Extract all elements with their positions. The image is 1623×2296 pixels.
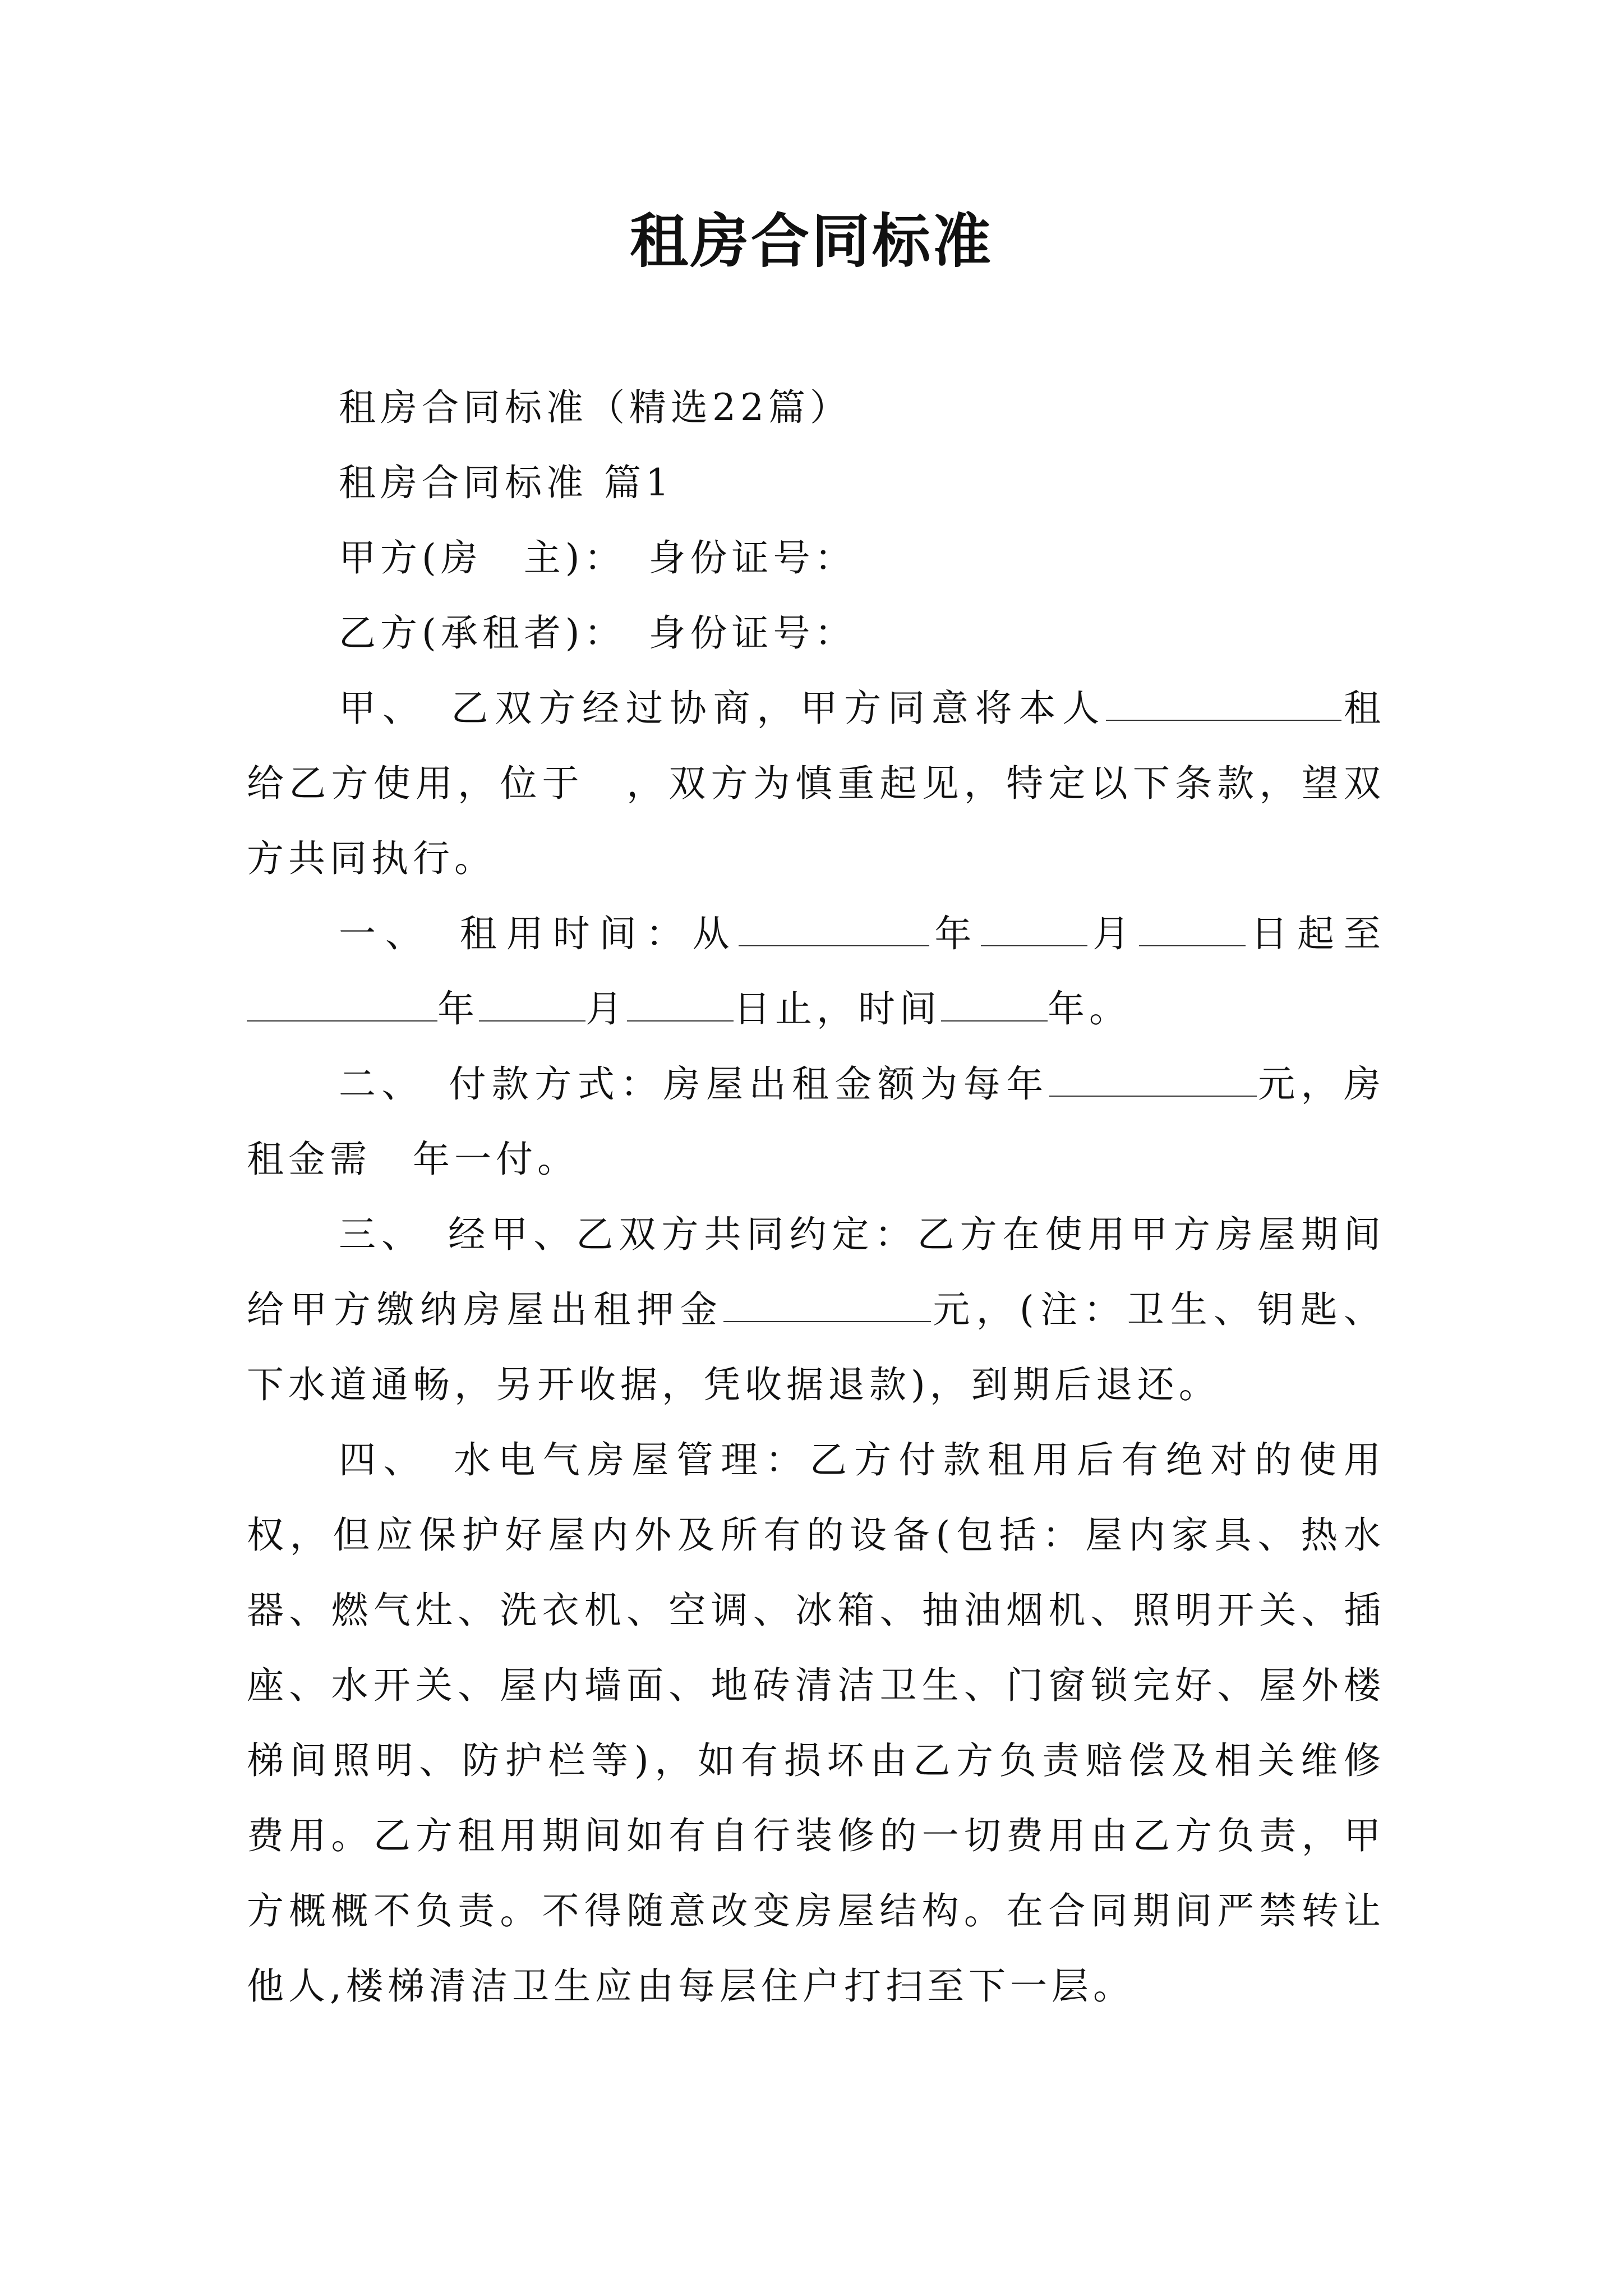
clause-1-years: 年。 [1048,987,1131,1030]
blank-line [1106,687,1341,721]
document-title: 租房合同标准 [629,206,993,275]
intro-text-2: 租给乙方使用，位于 ，双方为慎重起见，特定以下条款，望双方共同执行。 [247,687,1386,880]
clause-2-paragraph [247,1047,1385,1197]
clause-2-text-1: 二、 付款方式：房屋出租金额为每年 [339,1062,1049,1106]
blank-line [981,913,1087,946]
clause-2-text-2: 元，房租金需 年一付。 [247,1062,1386,1181]
intro-text-1: 甲、 乙双方经过协商，甲方同意将本人 [339,687,1106,730]
clause-1-year1: 年 [929,912,981,955]
blank-line [723,1289,931,1322]
clause-1-year2: 年 [437,987,479,1030]
party-b-line: 乙方(承租者)： 身份证号： [339,611,856,655]
intro-paragraph [247,671,1385,896]
blank-line [479,988,585,1022]
blank-line [739,913,929,946]
clause-1-month2: 月 [585,987,627,1030]
blank-line [1139,913,1246,946]
clause-1-paragraph [247,896,1385,1047]
section-heading: 租房合同标准 篇1 [339,461,674,504]
blank-line [247,988,437,1022]
clause-1-month1: 月 [1087,912,1140,955]
blank-line [941,988,1048,1022]
clause-1-day1: 日起至 [1246,912,1385,955]
clause-3-text-1: 三、 经甲、乙双方共同约定：乙方在使用甲方房屋期间给甲方缴纳房屋出租押金 [247,1213,1385,1331]
subtitle: 租房合同标准（精选22篇） [339,386,851,429]
clause-1-day2: 日止，时间 [734,987,941,1030]
clause-4-paragraph: 四、 水电气房屋管理：乙方付款租用后有绝对的使用权，但应保护好屋内外及所有的设备(包括：屋内家具、热水器、燃气灶、洗衣机、空调、冰箱、抽油烟机、照明开关、插座、水开关、屋内墙面、地砖清洁卫生、门窗锁完好、屋外楼梯间照明、防护栏等)，如有损坏由乙方负责赔偿及相关维修费用。乙方租用期间如有自行装修的一切费用由乙方负责，甲方概概不负责。不得随意改变房屋结构。在合同期间严禁转让他人,楼梯清洁卫生应由每层住户打扫至下一层。 [247,1438,1385,2008]
clause-1-text: 一、 租用时间：从 [339,912,739,955]
party-a-line: 甲方(房 主)： 身份证号： [339,536,856,579]
blank-line [1049,1063,1257,1097]
clause-3-text-2: 元，(注：卫生、钥匙、下水道通畅，另开收据，凭收据退款)，到期后退还。 [247,1288,1385,1406]
document-body [247,370,1385,2024]
blank-line [627,988,734,1022]
clause-3-paragraph [247,1197,1385,1423]
